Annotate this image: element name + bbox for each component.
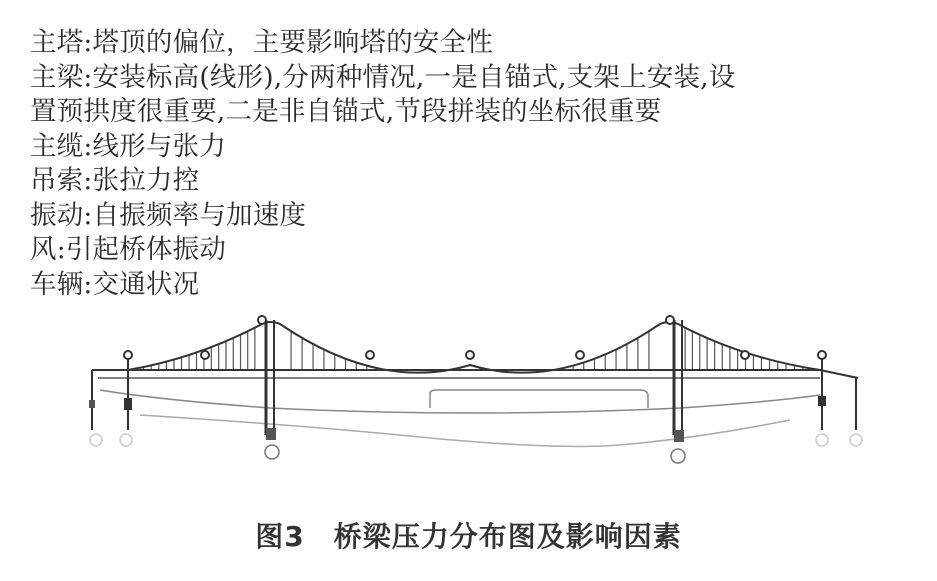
pier-right [816, 351, 862, 446]
hull-outline [100, 390, 820, 413]
deck-top [92, 370, 858, 378]
line-vehicle: 车辆:交通状况 [30, 268, 200, 300]
figure-caption: 图3 桥梁压力分布图及影响因素 [255, 520, 682, 553]
pier-left [89, 351, 132, 446]
line-wind: 风:引起桥体振动 [30, 234, 227, 265]
hull-bottom [140, 415, 790, 446]
line-vibration: 振动:自振频率与加速度 [30, 199, 307, 231]
cable-sensors [201, 351, 749, 359]
text-block [30, 26, 910, 302]
line-main-tower: 主塔:塔顶的偏位，主要影响塔的安全性 [30, 27, 494, 58]
tower-left [258, 316, 279, 459]
bridge-diagram [0, 300, 937, 490]
line-hanger: 吊索:张拉力控 [30, 165, 200, 196]
tower-right [666, 316, 685, 463]
main-cable-left [128, 322, 820, 373]
hull-rect [430, 390, 648, 408]
line-main-girder: 主梁:安装标高(线形),分两种情况,一是自锚式,支架上安装,设 [30, 61, 736, 93]
line-main-cable: 主缆:线形与张力 [30, 130, 227, 162]
line-main-girder-cont: 置预拱度很重要,二是非自锚式,节段拼装的坐标很重要 [30, 96, 662, 127]
